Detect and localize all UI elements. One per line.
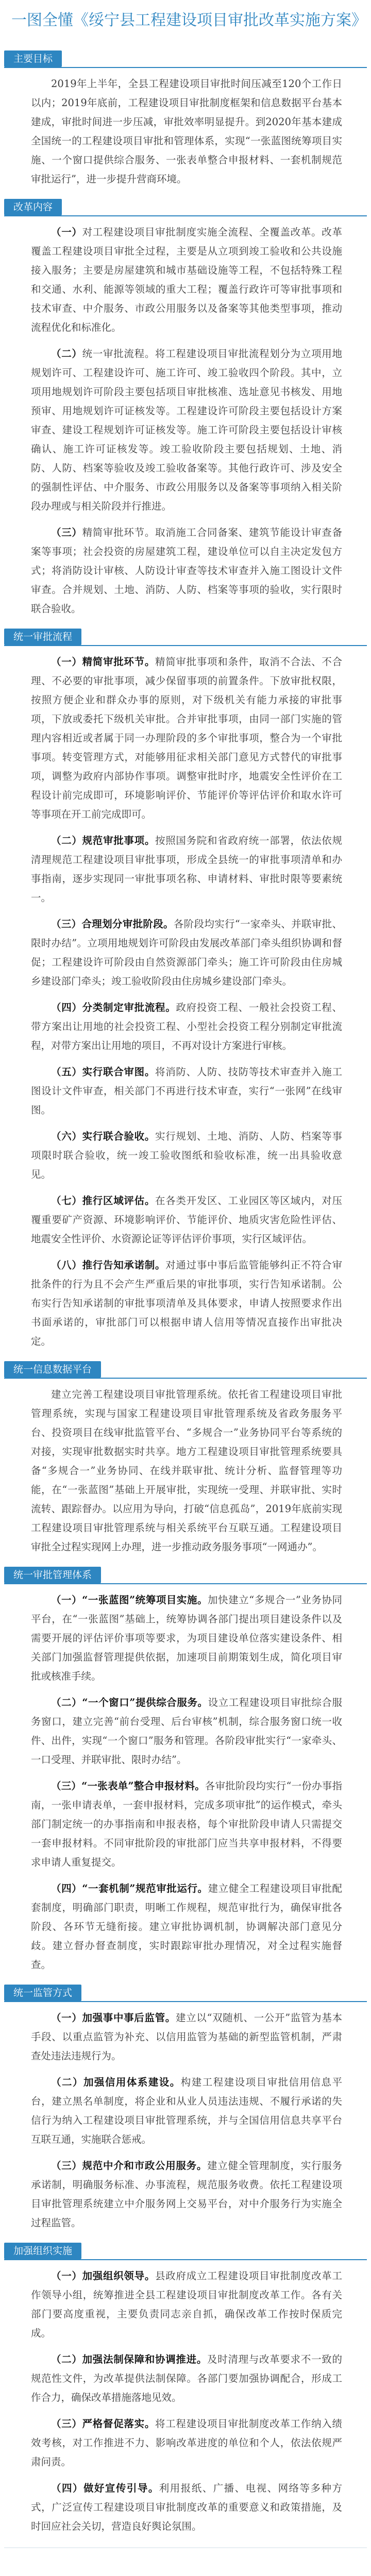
paragraph-text: 各阶段均实行“一家牵头、并联审批、限时办结”。立项用地规划许可阶段由发展改革部门牵头组织协调和督促；工程建设许可阶段由自然资源部门牵头；施工许可阶段由住房城乡建设部门牵头；竣工验收阶段由住房城乡建设部门牵头。 bbox=[31, 918, 342, 987]
paragraph bbox=[31, 1191, 342, 1248]
paragraph-text: 将消防、人防、技防等技术审查并入施工图设计文件审查，相关部门不再进行技术审查，实行“一张网”在线审图。 bbox=[31, 1066, 342, 1116]
page-title: 一图全懂《绥宁县工程建设项目审批改革实施方案》 bbox=[11, 11, 367, 29]
paragraph bbox=[31, 344, 342, 516]
paragraph bbox=[31, 74, 342, 189]
paragraph-text: 各审批阶段均实行“一份办事指南，一张申请表单，一套申报材料，完成多项审批”的运作模式，牵头部门制定统一的办事指南和申报表格，每个审批阶段申请人只需提交一套申报材料。不同审批阶段的审批部门应当共享申报材料，不得要求申请人重复提交。 bbox=[31, 1780, 342, 1868]
paragraph bbox=[31, 998, 342, 1055]
section bbox=[0, 199, 371, 618]
paragraph-text: 设立工程建设项目审批综合服务窗口，建立完善“前台受理、后台审核”机制，综合服务窗口统一收件、出件，实现“一个窗口”服务和管理。各阶段审批实行“一家牵头、一口受理、并联审批、限时办结”。 bbox=[31, 1697, 342, 1766]
section-divider bbox=[4, 67, 367, 68]
paragraph-lead: （一） bbox=[51, 226, 82, 238]
section-divider bbox=[4, 2259, 367, 2260]
paragraph bbox=[31, 2156, 342, 2232]
section-heading: 主要目标 bbox=[4, 50, 62, 67]
paragraph bbox=[31, 1590, 342, 1686]
paragraph bbox=[31, 914, 342, 991]
paragraph-lead: （二）加强法制保障和协调推进。 bbox=[51, 2353, 208, 2365]
paragraph-lead: （八）推行告知承诺制。 bbox=[51, 1259, 166, 1271]
paragraph-text: 对通过事中事后监管能够纠正不符合审批条件的行为且不会产生严重后果的审批事项，实行告知承诺制。公布实行告知承诺制的审批事项清单及具体要求，申请人按照要求作出书面承诺的，审批部门可以根据申请人信用等情况直接作出审批决定。 bbox=[31, 1259, 342, 1347]
paragraph bbox=[31, 2073, 342, 2149]
paragraph bbox=[31, 1062, 342, 1120]
section-divider bbox=[4, 1583, 367, 1584]
paragraph-text: 按照国务院和省政府统一部署，依法依规清理规范工程建设项目审批事项，形成全县统一的审批事项清单和办事指南，逐步实现同一审批事项名称、申请材料、审批时限等要素统一。 bbox=[31, 835, 342, 904]
paragraph-lead: （二）加强信用体系建设。 bbox=[51, 2076, 181, 2088]
section bbox=[0, 629, 371, 1351]
section-body bbox=[0, 1590, 371, 1974]
paragraph-lead: （七）推行区域评估。 bbox=[51, 1195, 156, 1207]
section bbox=[0, 50, 371, 189]
paragraph bbox=[31, 1127, 342, 1184]
section bbox=[0, 2243, 371, 2536]
footer-divider bbox=[4, 2547, 367, 2548]
paragraph-lead: （四）分类制定审批流程。 bbox=[51, 1002, 176, 1013]
paragraph bbox=[31, 1693, 342, 1769]
paragraph bbox=[31, 831, 342, 907]
section-heading: 统一审批流程 bbox=[4, 629, 81, 645]
paragraph-lead: （四）做好宣传引导。 bbox=[51, 2482, 159, 2494]
paragraph-text: 在各类开发区、工业园区等区域内，对压覆重要矿产资源、环境影响评价、节能评价、地质灾害危险性评估、地震安全性评价、水资源论证等评估评价事项，实行区域评估。 bbox=[31, 1195, 342, 1245]
paragraph-lead: （一）“一张蓝图”统筹项目实施。 bbox=[51, 1594, 208, 1606]
paragraph-lead: （三）严格督促落实。 bbox=[51, 2418, 156, 2430]
paragraph-text: 政府投资工程、一般社会投资工程、带方案出让用地的社会投资工程、小型社会投资工程分别制定审批流程，对带方案出让用地的项目，不再对设计方案进行审核。 bbox=[31, 1002, 342, 1052]
paragraph-lead: （二）“一个窗口”提供综合服务。 bbox=[51, 1697, 208, 1708]
section-divider bbox=[4, 1378, 367, 1379]
paragraph bbox=[31, 2350, 342, 2407]
paragraph-lead: （二） bbox=[51, 348, 82, 360]
paragraph bbox=[31, 2414, 342, 2471]
paragraph bbox=[31, 1385, 342, 1556]
paragraph bbox=[31, 1879, 342, 1974]
paragraph-text: 精简审批事项和条件，取消不合法、不合理、不必要的审批事项，减少保留事项的前置条件。下放审批权限，按照方便企业和群众办事的原则，对下级机关有能力承接的审批事项，下放或委托下级机关审批。合并审批事项，由同一部门实施的管理内容相近或者属于同一办理阶段的多个审批事项，整合为一个审批事项。转变管理方式，对能够用征求相关部门意见方式替代的审批事项，调整为政府内部协作事项。调整审批时序，地震安全性评价在工程设计前完成即可，环境影响评价、节能评价等评估评价和取水许可等事项在开工前完成即可。 bbox=[31, 656, 342, 820]
paragraph-lead: （三）“一张表单”整合申报材料。 bbox=[51, 1780, 205, 1792]
paragraph bbox=[31, 2479, 342, 2536]
paragraph bbox=[31, 2266, 342, 2343]
paragraph-text: 及时清理与改革要求不一致的规范性文件，为改革提供法制保障。各部门要加强协调配合，形成工作合力，确保改革措施落地见效。 bbox=[31, 2353, 342, 2403]
paragraph-lead: （一）精简审批环节。 bbox=[51, 656, 156, 668]
section-divider bbox=[4, 2001, 367, 2002]
section-body bbox=[0, 2266, 371, 2536]
section-heading: 统一信息数据平台 bbox=[4, 1361, 101, 1378]
paragraph-text: 建立健全工程建设项目审批配套制度，明确部门职责，明晰工作规程，规范审批行为，确保审批各阶段、各环节无缝衔接。建立审批协调机制，协调解决部门意见分歧。建立督办督查制度，实时跟踪审批办理情况，对全过程实施督查。 bbox=[31, 1883, 342, 1971]
paragraph bbox=[31, 2008, 342, 2065]
section-body bbox=[0, 223, 371, 618]
section-divider bbox=[4, 645, 367, 646]
paragraph-lead: （五）实行联合审图。 bbox=[51, 1066, 156, 1078]
section-body bbox=[0, 74, 371, 189]
paragraph-lead: （三） bbox=[51, 527, 82, 538]
paragraph bbox=[31, 523, 342, 618]
paragraph-text: 构建工程建设项目审批信用信息平台，建立黑名单制度，将企业和从业人员违法违规、不履行承诺的失信行为纳入工程建设项目审批管理系统，并与全国信用信息共享平台互联互通，实施联合惩戒。 bbox=[31, 2076, 342, 2145]
title-block bbox=[0, 0, 371, 40]
sections-container bbox=[0, 50, 371, 2536]
paragraph-text: 将工程建设项目审批制度改革工作纳入绩效考核，对工作推进不力、影响改革进度的单位和个人，依法依规严肃问责。 bbox=[31, 2418, 342, 2468]
section-body bbox=[0, 2008, 371, 2232]
paragraph-text: 对工程建设项目审批制度实施全流程、全覆盖改革。改革覆盖工程建设项目审批全过程，主要是从立项到竣工验收和公共设施接入服务；主要是房屋建筑和城市基础设施等工程，不包括特殊工程和交通、水利、能源等领域的重大工程；覆盖行政许可等审批事项和技术审查、中介服务、市政公用服务以及备案等其他类型事项，推动流程优化和标准化。 bbox=[31, 226, 342, 333]
section bbox=[0, 1985, 371, 2232]
paragraph bbox=[31, 1776, 342, 1872]
paragraph-lead: （一）加强事中事后监管。 bbox=[51, 2012, 176, 2024]
paragraph-text: 建立完善工程建设项目审批管理系统。依托省工程建设项目审批管理系统，实现与国家工程建设项目审批管理系统及省政务服务平台、投资项目在线审批监管平台、“多规合一”业务协同平台等系统的对接，实现审批数据实时共享。地方工程建设项目审批管理系统要具备“多规合一”业务协同、在线并联审批、统计分析、监督管理等功能，在“一张蓝图”基础上开展审批，实现统一受理、并联审批、实时流转、跟踪督办。以应用为导向，打破“信息孤岛”，2019年底前实现工程建设项目审批管理系统与相关系统平台互联互通。工程建设项目审批全过程实现网上办理，进一步推动政务服务事项“一网通办”。 bbox=[31, 1388, 342, 1553]
paragraph-lead: （四）“一套机制”规范审批运行。 bbox=[51, 1883, 208, 1894]
paragraph-text: 精简审批环节。取消施工合同备案、建筑节能设计审查备案等事项；社会投资的房屋建筑工程，建设单位可以自主决定发包方式；将消防设计审核、人防设计审查等技术审查并入施工图设计文件审查。合并规划、土地、消防、人防、档案等事项的验收，实行限时联合验收。 bbox=[31, 527, 342, 615]
paragraph bbox=[31, 1256, 342, 1351]
paragraph-text: 实行规划、土地、消防、人防、档案等事项限时联合验收，统一竣工验收图纸和验收标准，统一出具验收意见。 bbox=[31, 1130, 342, 1180]
paragraph-lead: （二）规范审批事项。 bbox=[51, 835, 156, 846]
section-divider bbox=[4, 215, 367, 216]
section-heading: 加强组织实施 bbox=[4, 2243, 81, 2259]
paragraph bbox=[31, 223, 342, 337]
paragraph-text: 建立以“双随机、一公开”监管为基本手段、以重点监管为补充、以信用监管为基础的新型监管机制，严肃查处违法违规行为。 bbox=[31, 2012, 342, 2062]
section-heading: 统一监管方式 bbox=[4, 1985, 81, 2001]
section-body bbox=[0, 652, 371, 1351]
paragraph-text: 2019年上半年，全县工程建设项目审批时间压减至120个工作日以内；2019年底前，工程建设项目审批制度框架和信息数据平台基本建成，审批时间进一步压减，审批效率明显提升。到2020年基本建成全国统一的工程建设项目审批和管理体系，实现“一张蓝图统筹项目实施、一个窗口提供综合服务、一张表单整合申报材料、一套机制规范审批运行”，进一步提升营商环境。 bbox=[31, 78, 342, 185]
section bbox=[0, 1567, 371, 1974]
paragraph-text: 统一审批流程。将工程建设项目审批流程划分为立项用地规划许可、工程建设许可、施工许可、竣工验收四个阶段。其中，立项用地规划许可阶段主要包括项目审批核准、选址意见书核发、用地预审、用地规划许可证核发等。工程建设许可阶段主要包括设计方案审查、建设工程规划许可证核发等。施工许可阶段主要包括设计审核确认、施工许可证核发等。竣工验收阶段主要包括规划、土地、消防、人防、档案等验收及竣工验收备案等。其他行政许可、涉及安全的强制性评估、中介服务、市政公用服务以及备案等事项纳入相关阶段办理或与相关阶段并行推进。 bbox=[31, 348, 342, 512]
section bbox=[0, 1361, 371, 1556]
section-heading: 统一审批管理体系 bbox=[4, 1567, 101, 1583]
paragraph-lead: （六）实行联合验收。 bbox=[51, 1130, 156, 1142]
paragraph-text: 加快建立“多规合一”业务协同平台，在“一张蓝图”基础上，统筹协调各部门提出项目建设条件以及需要开展的评估评价事项等要求，为项目建设单位落实建设条件、相关部门加强监督管理提供依据，加速项目前期策划生成，简化项目审批或核准手续。 bbox=[31, 1594, 342, 1682]
paragraph-text: 建立健全管理制度，实行服务承诺制，明确服务标准、办事流程，规范服务收费。依托工程建设项目审批管理系统建立中介服务网上交易平台，对中介服务行为实施全过程监管。 bbox=[31, 2160, 342, 2229]
paragraph-lead: （三）合理划分审批阶段。 bbox=[51, 918, 174, 930]
section-heading: 改革内容 bbox=[4, 199, 62, 215]
paragraph bbox=[31, 652, 342, 824]
paragraph-lead: （一）加强组织领导。 bbox=[51, 2270, 156, 2282]
paragraph-text: 县政府成立工程建设项目审批制度改革工作领导小组，统筹推进全县工程建设项目审批制度改革工作。各有关部门要高度重视，主要负责同志亲自抓，确保改革工作按时保质完成。 bbox=[31, 2270, 342, 2339]
paragraph-text: 利用报纸、广播、电视、网络等多种方式，广泛宣传工程建设项目审批制度改革的重要意义和政策措施，及时回应社会关切，营造良好舆论氛围。 bbox=[31, 2482, 342, 2532]
section-body bbox=[0, 1385, 371, 1556]
paragraph-lead: （三）规范中介和市政公用服务。 bbox=[51, 2160, 208, 2172]
